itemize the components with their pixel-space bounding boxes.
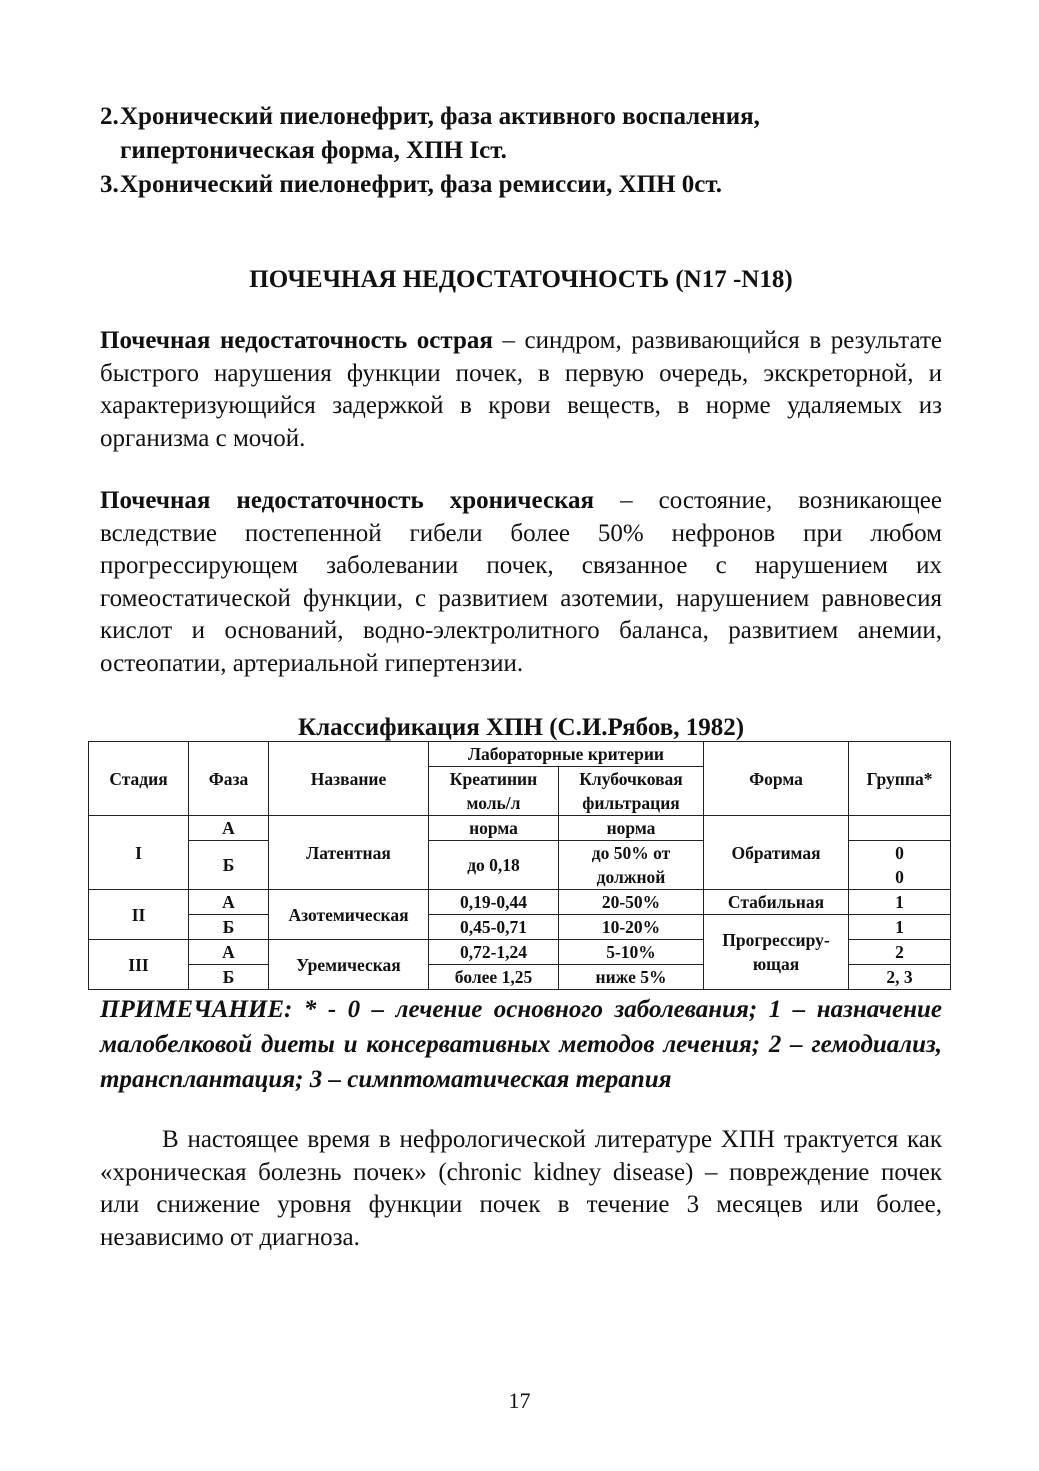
cell-form: Прогрессиру-ющая [704, 915, 849, 990]
header-gfr: Клубочковая фильтрация [559, 767, 704, 816]
ckd-paragraph: В настоящее время в нефрологической литературе ХПН трактуется как «хроническая болезнь почек» (chronic kidney disease) – повреждение почек или снижение уровня функции почек в течение 3 месяцев или более, независимо от диагноза. [100, 1126, 942, 1251]
cell-phase: А [189, 816, 269, 841]
document-page [100, 100, 942, 1251]
chronic-definition-paragraph [100, 485, 942, 680]
cell-phase: Б [189, 965, 269, 990]
cell-creatinine: более 1,25 [429, 965, 559, 990]
cell-gfr: до 50% от должной [559, 841, 704, 890]
list-number: 3. [100, 171, 119, 198]
header-lab-criteria: Лабораторные критерии [429, 742, 704, 767]
cell-group: 0 0 [849, 841, 951, 890]
table-note: ПРИМЕЧАНИЕ: * - 0 – лечение основного заболевания; 1 – назначение малобелковой диеты и консервативных методов лечения; 2 – гемодиализ, трансплантация; 3 – симптоматическая терапия [100, 996, 942, 1093]
acute-definition: – синдром, развивающийся в результате быстрого нарушения функции почек, в первую очередь, экскреторной, и характеризующийся задержкой в крови веществ, в норме удаляемых из организма с мочой. [100, 327, 942, 452]
chronic-term: Почечная недостаточность хроническая [100, 487, 595, 514]
cell-gfr: норма [559, 816, 704, 841]
header-phase: Фаза [189, 742, 269, 816]
list-item [100, 168, 942, 202]
cell-form: Обратимая [704, 816, 849, 890]
list-text: Хронический пиелонефрит, фаза активного воспаления, гипертоническая форма, ХПН Iст. [120, 103, 760, 164]
list-text: Хронический пиелонефрит, фаза ремиссии, ХПН 0ст. [120, 171, 723, 198]
section-heading: ПОЧЕЧНАЯ НЕДОСТАТОЧНОСТЬ (N17 -N18) [249, 266, 793, 293]
header-form: Форма [704, 742, 849, 816]
table-header-row [89, 742, 951, 767]
cell-phase: А [189, 940, 269, 965]
cell-phase: А [189, 890, 269, 915]
page-number: 17 [508, 1388, 531, 1413]
list-item [100, 100, 942, 168]
header-creatinine: Креатинин моль/л [429, 767, 559, 816]
table-row [89, 915, 951, 940]
acute-definition-paragraph [100, 325, 942, 455]
table-row [89, 816, 951, 841]
cell-stage: III [89, 940, 189, 990]
header-name: Название [269, 742, 429, 816]
header-group: Группа* [849, 742, 951, 816]
cell-group: 2 [849, 940, 951, 965]
table-title: Классификация ХПН (С.И.Рябов, 1982) [297, 714, 745, 741]
classification-table [88, 741, 951, 990]
cell-group [849, 816, 951, 841]
cell-name: Уремическая [269, 940, 429, 990]
diagnosis-list [100, 100, 942, 202]
cell-creatinine: 0,19-0,44 [429, 890, 559, 915]
cell-creatinine: 0,72-1,24 [429, 940, 559, 965]
cell-group: 2, 3 [849, 965, 951, 990]
cell-name: Латентная [269, 816, 429, 890]
cell-phase: Б [189, 915, 269, 940]
cell-phase: Б [189, 841, 269, 890]
cell-gfr: 10-20% [559, 915, 704, 940]
cell-name: Азотемическая [269, 890, 429, 940]
cell-group: 1 [849, 890, 951, 915]
cell-creatinine: норма [429, 816, 559, 841]
cell-form: Стабильная [704, 890, 849, 915]
cell-stage: II [89, 890, 189, 940]
cell-gfr: 5-10% [559, 940, 704, 965]
acute-term: Почечная недостаточность острая [100, 327, 493, 354]
header-stage: Стадия [89, 742, 189, 816]
cell-gfr: 20-50% [559, 890, 704, 915]
table-row [89, 890, 951, 915]
chronic-definition: – состояние, возникающее вследствие постепенной гибели более 50% нефронов при любом прогрессирующем заболевании почек, связанное с нарушением их гомеостатической функции, с развитием азотемии, нарушением равновесия кислот и оснований, водно-электролитного баланса, развитием анемии, остеопатии, артериальной гипертензии. [100, 487, 942, 677]
cell-group: 1 [849, 915, 951, 940]
cell-creatinine: до 0,18 [429, 841, 559, 890]
cell-stage: I [89, 816, 189, 890]
cell-gfr: ниже 5% [559, 965, 704, 990]
list-number: 2. [100, 103, 119, 130]
cell-creatinine: 0,45-0,71 [429, 915, 559, 940]
